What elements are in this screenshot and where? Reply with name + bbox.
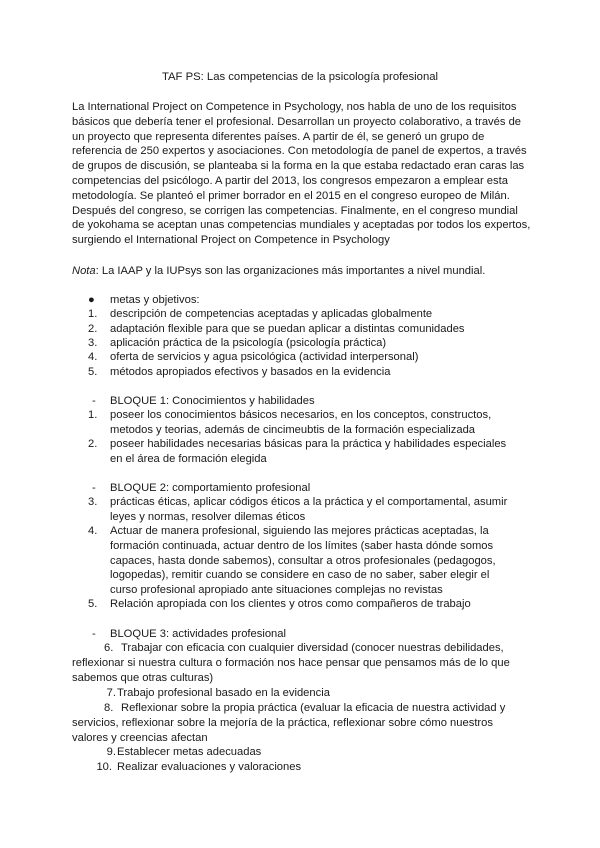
- item-text: aplicación práctica de la psicología (psicología práctica): [110, 337, 387, 349]
- note-label: Nota: [72, 265, 96, 277]
- block1-heading-text: BLOQUE 1: Conocimientos y habilidades: [110, 395, 315, 407]
- dash-marker: -: [92, 482, 96, 494]
- item-text: Actuar de manera profesional, siguiendo las mejores prácticas aceptadas, la formación continuada, actuar dentro de los límites (saber hasta dónde somos capaces, hasta donde sabemos), consultar a otros profesionales (pedagogos, logopedas), remitir cuando se considere en caso de no saber, saber elegir el curso profesional apropiado ante situaciones complejas no revistas: [110, 525, 496, 597]
- item-text: Reflexionar sobre la propia práctica (evaluar la eficacia de nuestra actividad y servicios, reflexionar sobre la mejoría de la práctica, reflexionar sobre cómo nuestros valores y creencias afectan: [72, 702, 506, 744]
- item-number: 2.: [88, 438, 98, 450]
- item-text: adaptación flexible para que se puedan aplicar a distintas comunidades: [110, 323, 465, 335]
- document-title: TAF PS: Las competencias de la psicología profesional: [161, 71, 439, 83]
- item-text: Establecer metas adecuadas: [117, 746, 262, 758]
- block3-heading-text: BLOQUE 3: actividades profesional: [110, 628, 286, 640]
- item-number: 6.: [104, 642, 114, 654]
- bullet-marker: ●: [88, 294, 95, 306]
- item-text: métodos apropiados efectivos y basados en la evidencia: [110, 366, 391, 378]
- note-text: : La IAAP y la IUPsys son las organizaciones más importantes a nivel mundial.: [95, 265, 486, 277]
- item-number: 1.: [88, 308, 98, 320]
- item-text: Trabajar con eficacia con cualquier diversidad (conocer nuestras debilidades, reflexionar si nuestra cultura o formación nos hace pensar que pensamos más de lo que sabemos que otras culturas): [72, 642, 510, 684]
- dash-marker: -: [92, 395, 96, 407]
- item-number: 9.: [106, 746, 116, 758]
- item-number: 10.: [96, 761, 112, 773]
- item-text: descripción de competencias aceptadas y aplicadas globalmente: [110, 308, 433, 320]
- item-text: prácticas éticas, aplicar códigos éticos a la práctica y el comportamental, asumir leyes y normas, resolver dilemas éticos: [110, 496, 508, 523]
- intro-paragraph: La International Project on Competence in Psychology, nos habla de uno de los requisitos básicos que debería tener el profesional. Desarrollan un proyecto colaborativo, a través de un proyecto que representa diferentes países. A partir de él, se generó un grupo de referencia de 250 expertos y asociaciones. Con metodología de panel de expertos, a través de grupos de discusión, se planteaba si la forma en la que estaba redactado eran caras las competencias del psicólogo. A partir del 2013, los congresos empezaron a emplear esta metodología. Se planteó el primer borrador en el 2015 en el congreso europeo de Milán. Después del congreso, se corrigen las competencias. Finalmente, en el congreso mundial de yokohama se aceptan unas competencias mundiales y aceptadas por todos los expertos, surgiendo el International Project on Competence in Psychology: [72, 101, 531, 247]
- item-number: 7.: [106, 687, 116, 699]
- note-paragraph: [72, 264, 532, 279]
- item-number: 3.: [88, 496, 98, 508]
- item-number: 8.: [104, 702, 114, 714]
- dash-marker: -: [92, 628, 96, 640]
- item-text: Realizar evaluaciones y valoraciones: [117, 761, 302, 773]
- item-number: 2.: [88, 323, 98, 335]
- item-text: poseer habilidades necesarias básicas para la práctica y habilidades especiales en el área de formación elegida: [110, 438, 507, 465]
- item-number: 3.: [88, 337, 98, 349]
- block2-heading-text: BLOQUE 2: comportamiento profesional: [110, 482, 311, 494]
- item-text: Relación apropiada con los clientes y otros como compañeros de trabajo: [110, 598, 471, 610]
- item-number: 1.: [88, 409, 98, 421]
- item-number: 4.: [88, 351, 98, 363]
- item-number: 4.: [88, 525, 98, 537]
- item-text: poseer los conocimientos básicos necesarios, en los conceptos, constructos, metodos y teorias, además de cincimeubtis de la formación especializada: [110, 409, 492, 436]
- item-number: 5.: [88, 598, 98, 610]
- item-text: Trabajo profesional basado en la evidencia: [117, 687, 330, 699]
- goals-heading-text: metas y objetivos:: [110, 294, 200, 306]
- item-number: 5.: [88, 366, 98, 378]
- item-text: oferta de servicios y agua psicológica (actividad interpersonal): [110, 351, 419, 363]
